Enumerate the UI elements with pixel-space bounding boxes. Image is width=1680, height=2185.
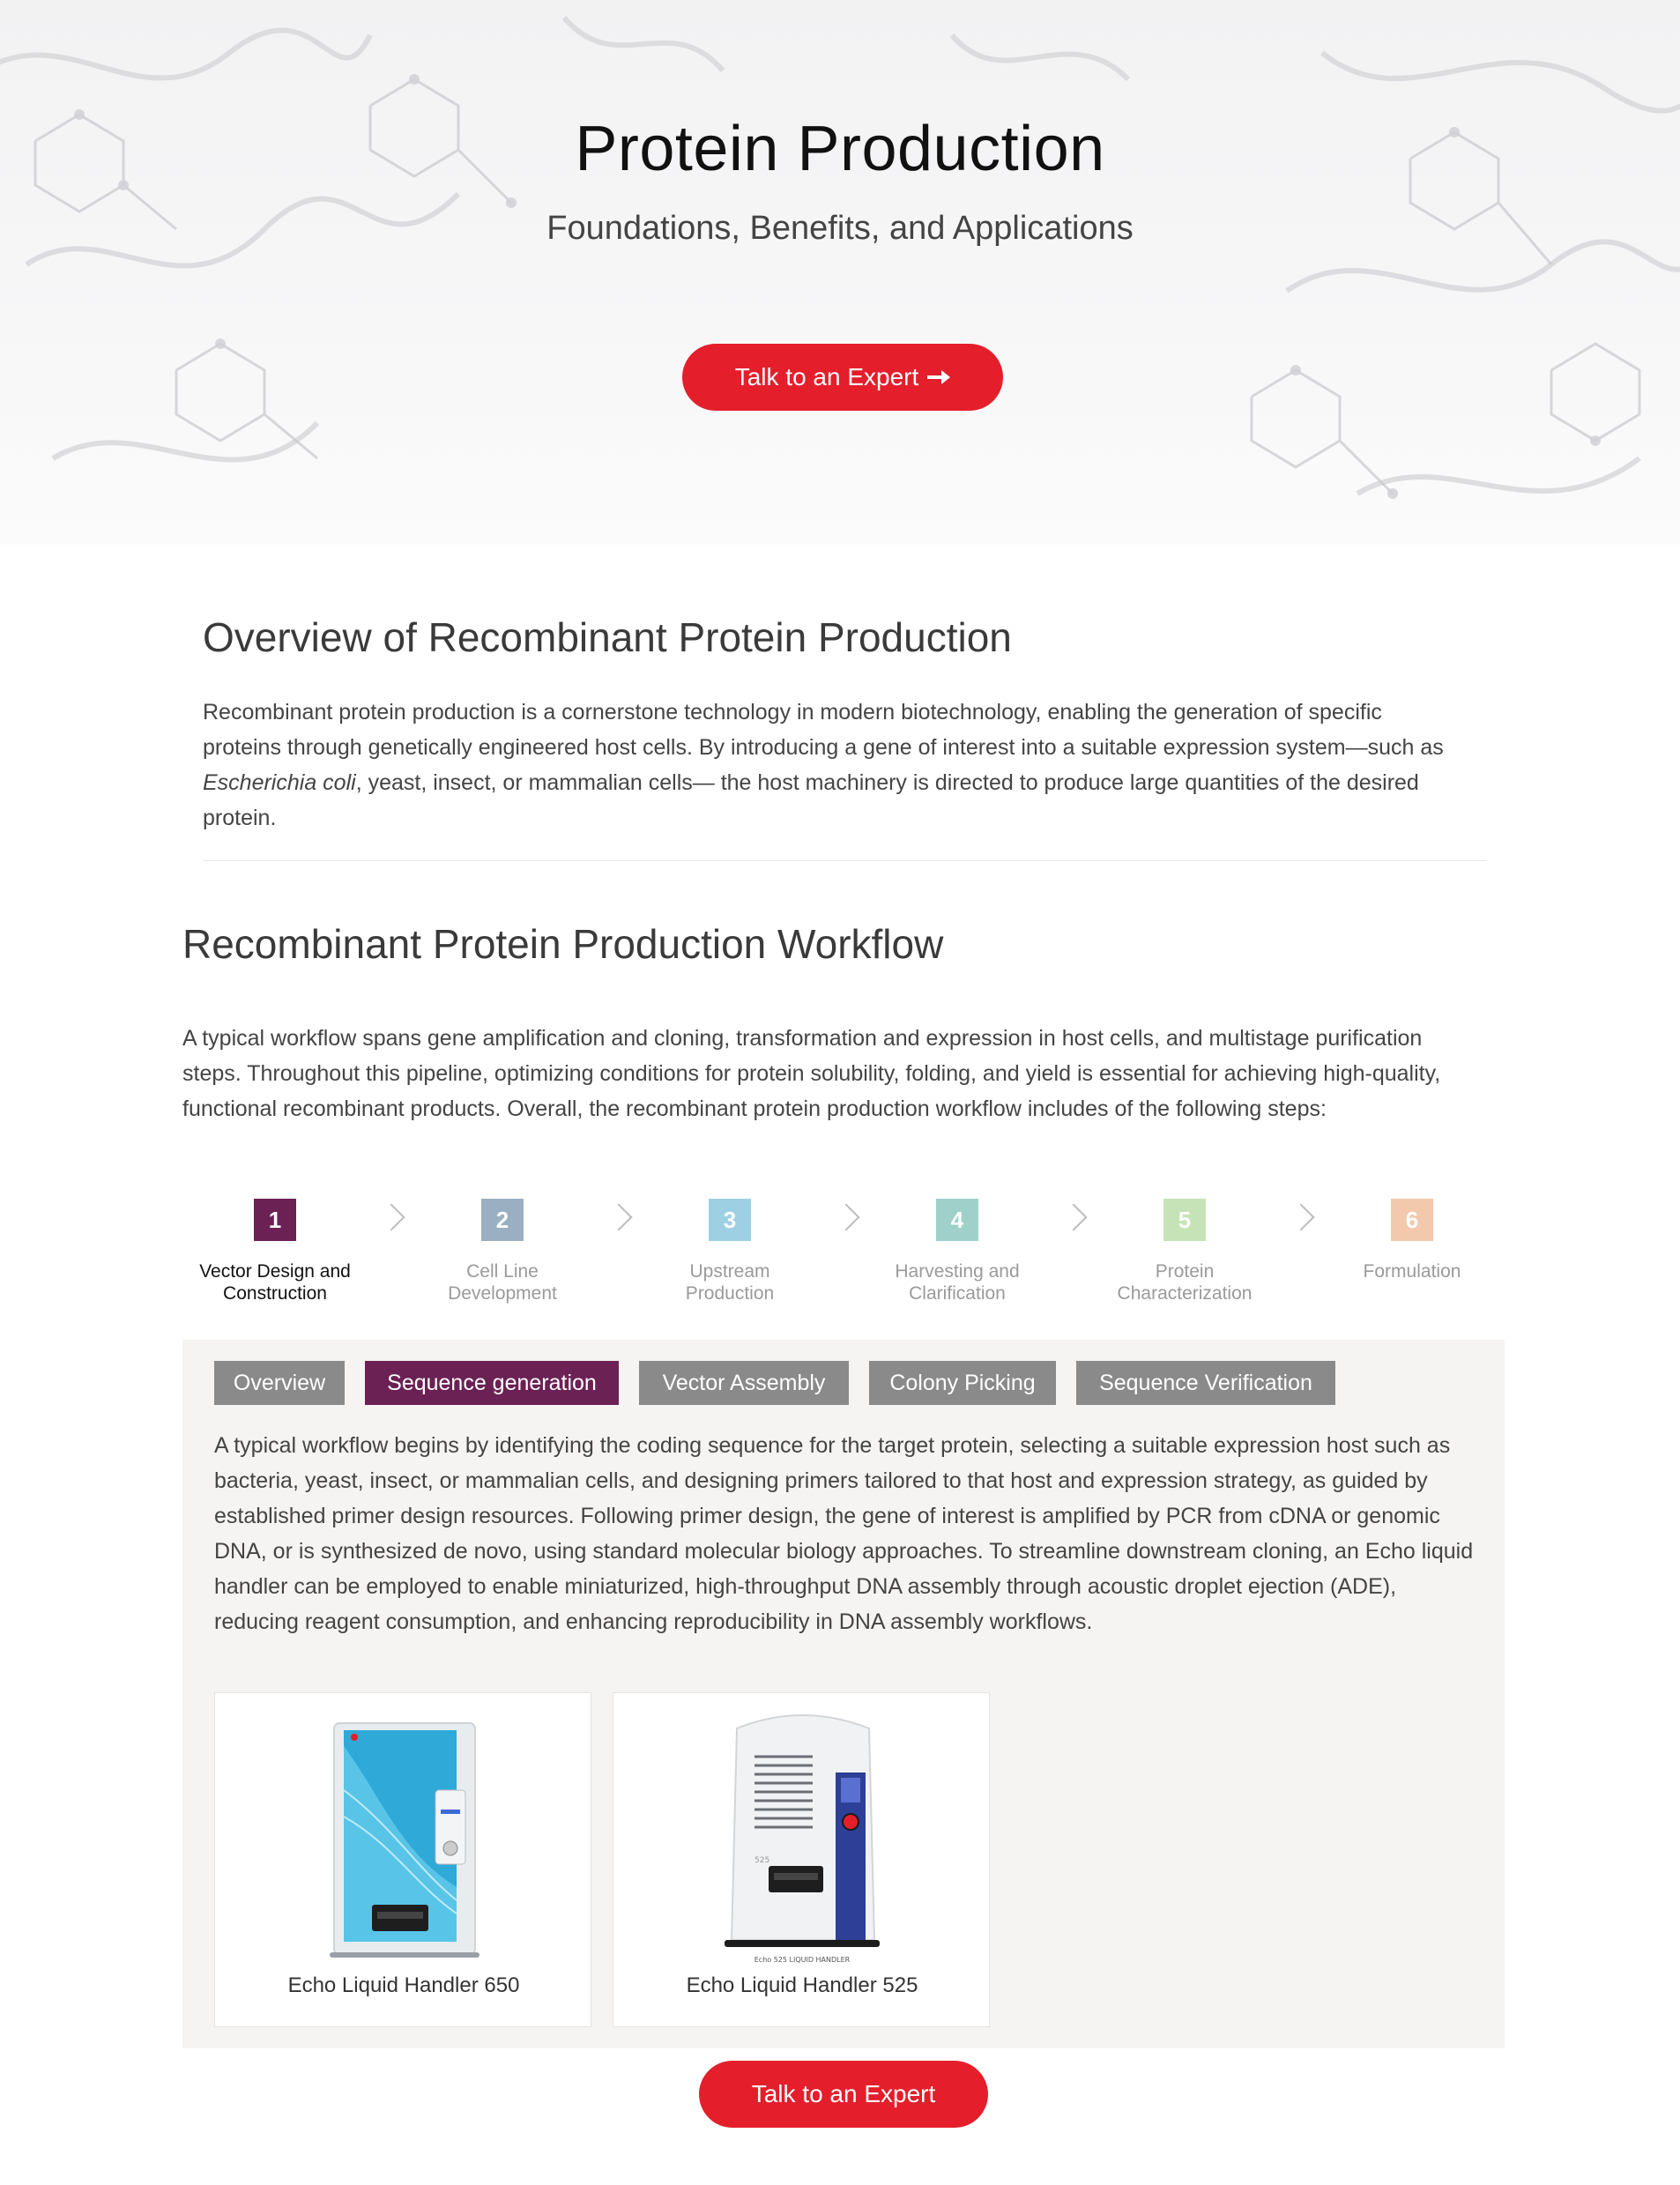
molecule-background-icon (0, 0, 1680, 545)
workflow-heading: Recombinant Protein Production Workflow (182, 921, 944, 967)
species-name: Escherichia coli (203, 770, 356, 795)
talk-to-expert-button[interactable] (682, 344, 1003, 411)
product-card-echo-650[interactable] (214, 1692, 591, 2027)
step-label: Harvesting and Clarification (895, 1261, 1020, 1304)
chevron-right-icon (1059, 1203, 1087, 1230)
section-divider (203, 860, 1486, 861)
step-vector-design[interactable] (182, 1199, 368, 1304)
step-label: Upstream Production (685, 1261, 775, 1304)
tab-sequence-generation[interactable]: Sequence generation (365, 1361, 619, 1405)
arrow-right-icon (927, 370, 950, 384)
step-label: Formulation (1363, 1261, 1461, 1282)
svg-text:525: 525 (755, 1856, 770, 1865)
workflow-steps (182, 1199, 1505, 1313)
tab-content-paragraph: A typical workflow begins by identifying the coding sequence for the target protein, selecting a suitable expression host such as bacteria, yeast, insect, or mammalian cells, and designing primers tailored to that host and expression strategy, as guided by established primer design resources. Following primer design, the gene of interest is amplified by PCR from cDNA or genomic DNA, or is synthesized de novo, using standard molecular biology approaches. To streamline downstream cloning, an Echo liquid handler can be employed to enable miniaturized, high-throughput DNA assembly through acoustic droplet ejection (ADE), reducing reagent consumption, and enhancing reproducibility in DNA assembly workflows. (214, 1433, 1474, 1634)
step-label: Cell Line Development (448, 1261, 557, 1304)
chevron-right-icon (377, 1203, 405, 1230)
talk-to-expert-bottom-button[interactable] (699, 2061, 988, 2128)
echo-650-device-image (215, 1693, 592, 1975)
step-upstream[interactable] (637, 1199, 822, 1304)
product-card-echo-525[interactable] (613, 1692, 990, 2027)
page-subtitle: Foundations, Benefits, and Applications (546, 210, 1134, 247)
device-caption: Echo 525 LIQUID HANDLER (754, 1956, 851, 1964)
overview-paragraph: Recombinant protein production is a cornerstone technology in modern biotechnology, enabling the generation of specific proteins through genetically engineered host cells. By introducing a gene of interest into a suitable expression system—such as Escherichia coli, yeast, insect, or mammalian cells— the host machinery is directed to produce large quantities of the desired protein. (203, 700, 1444, 830)
tab-colony-picking[interactable]: Colony Picking (869, 1361, 1056, 1405)
overview-heading: Overview of Recombinant Protein Production (203, 614, 1012, 660)
step-detail-panel (182, 1340, 1505, 2048)
step-harvesting[interactable] (865, 1199, 1050, 1304)
chevron-right-icon (605, 1203, 632, 1230)
step-number-badge: 2 (481, 1199, 524, 1241)
tab-sequence-verification[interactable]: Sequence Verification (1076, 1361, 1335, 1405)
echo-525-device-image (613, 1693, 991, 1975)
chevron-right-icon (1287, 1203, 1314, 1230)
product-name: Echo Liquid Handler 525 (686, 1973, 918, 1997)
step-number-badge: 4 (936, 1199, 978, 1241)
step-number-badge: 3 (709, 1199, 751, 1241)
workflow-paragraph: A typical workflow spans gene amplification and cloning, transformation and expression in host cells, and multistage purification steps. Throughout this pipeline, optimizing conditions for protein solubility, folding, and yield is essential for achieving high-quality, functional recombinant products. Overall, the recombinant protein production workflow includes of the following steps: (182, 1026, 1441, 1121)
step-label: Vector Design and Construction (199, 1261, 351, 1304)
step-formulation[interactable] (1319, 1199, 1505, 1282)
talk-to-expert-label: Talk to an Expert (751, 2080, 936, 2107)
tab-vector-assembly[interactable]: Vector Assembly (639, 1361, 849, 1405)
tab-overview[interactable]: Overview (214, 1361, 345, 1405)
product-name: Echo Liquid Handler 650 (287, 1973, 520, 1997)
step-number-badge: 5 (1163, 1199, 1206, 1241)
step-cell-line[interactable] (410, 1199, 595, 1304)
chevron-right-icon (832, 1203, 859, 1230)
step-number-badge: 1 (254, 1199, 296, 1241)
step-characterization[interactable] (1092, 1199, 1277, 1304)
step-number-badge: 6 (1391, 1199, 1433, 1241)
page-title: Protein Production (575, 114, 1105, 184)
step-label: Protein Characterization (1117, 1261, 1253, 1304)
talk-to-expert-label: Talk to an Expert (734, 363, 919, 390)
hero-banner (0, 0, 1680, 545)
